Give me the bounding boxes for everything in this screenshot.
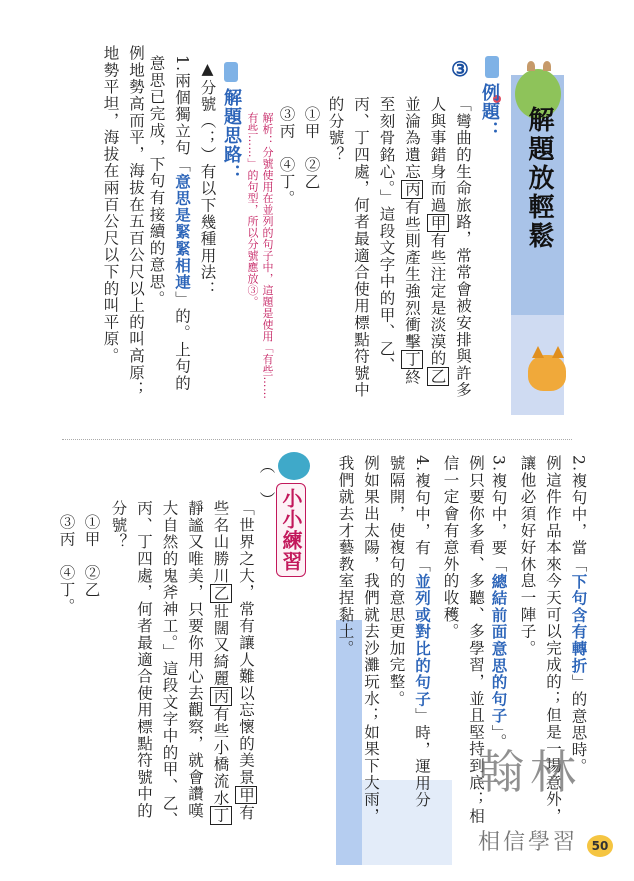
thinking-point-4-example: 例如果出太陽，我們就去沙灘玩水；如果下大雨，我們就去才藝教室捏黏土。 (336, 455, 380, 825)
fox-ear-icon (532, 346, 544, 358)
thinking-point-2: 2.複句中，當「下句含有轉折」的意思時。 (569, 455, 589, 775)
thinking-point-2-example: 例這件作品本來今天可以完成的；但是一場意外，讓他必須好好休息一陣子。 (518, 455, 562, 825)
thinking-tag-icon (224, 62, 238, 82)
example-option-1: ①甲 ②乙 (302, 106, 321, 190)
practice-paragraph: 「世界之大，常有讓人難以忘懷的美景甲有些名山勝川乙壯闊又綺麗丙有些小橋流水丁靜謐又唯美，只要你用心去觀察，就會讚嘆大自然的鬼斧神工。」這段文字中的甲、乙、丙、丁四處，何者最適合使用標點符號中的分號？ (109, 500, 255, 829)
footer-slogan: 相信學習 (478, 830, 579, 855)
thinking-label: 解題思路： (221, 88, 242, 183)
example-paragraph: 「彎曲的生命旅路，常常會被安排與許多人與事錯身而過甲有些注定是淡漠的乙並淪為遺忘丙有些則產生強烈衝擊丁終至刻骨銘心。」這段文字中的甲、乙、丙、丁四處，何者最適合使用標點符號中的分號？ (326, 96, 472, 399)
banner-title: 解題放輕鬆 (524, 106, 554, 251)
thinking-point-1: 1.兩個獨立句「意思是緊緊相連」的。上句的意思已完成，下句有接續的意思。 (147, 55, 192, 392)
fox-ear-icon (552, 346, 564, 358)
thinking-point-4: 4.複句中，有「並列或對比的句子」時，運用分號隔開，使複句的意思更加完整。 (387, 455, 432, 809)
page-number: 50 (587, 835, 613, 857)
practice-mascot-icon (278, 452, 310, 480)
example-label: 例題： (479, 83, 500, 140)
thinking-point-3: 3.複句中，要「總結前面意思的句子」。 (489, 455, 509, 751)
example-answer-mark: ③ (448, 57, 472, 83)
thinking-intro: ▲分號（；）有以下幾種用法： (198, 60, 217, 298)
section-divider (62, 439, 572, 440)
practice-answer-paren: （ ） (257, 458, 276, 509)
practice-option-2: ③丙 ④丁。 (57, 514, 76, 615)
example-tag-icon (485, 56, 499, 78)
analysis-text: 解析：分號使用在並列的句子中，這題是使用「有些……有些……」的句型，所以分號應放③。 (246, 112, 274, 400)
practice-option-1: ①甲 ②乙 (82, 514, 101, 598)
thinking-point-3-example: 例只要你多看、多聽、多學習，並且堅持到底；相信一定會有意外的收穫。 (441, 455, 485, 825)
thinking-point-1-example: 例地勢高而平，海拔在五百公尺以上的叫高原；地勢平坦，海拔在兩百公尺以下的叫平原。 (101, 45, 145, 398)
practice-label: 小小練習 (276, 483, 306, 577)
footer-logo: 翰林 (478, 745, 582, 799)
fox-mascot-icon (528, 355, 566, 391)
example-option-2: ③丙 ④丁。 (277, 106, 296, 207)
